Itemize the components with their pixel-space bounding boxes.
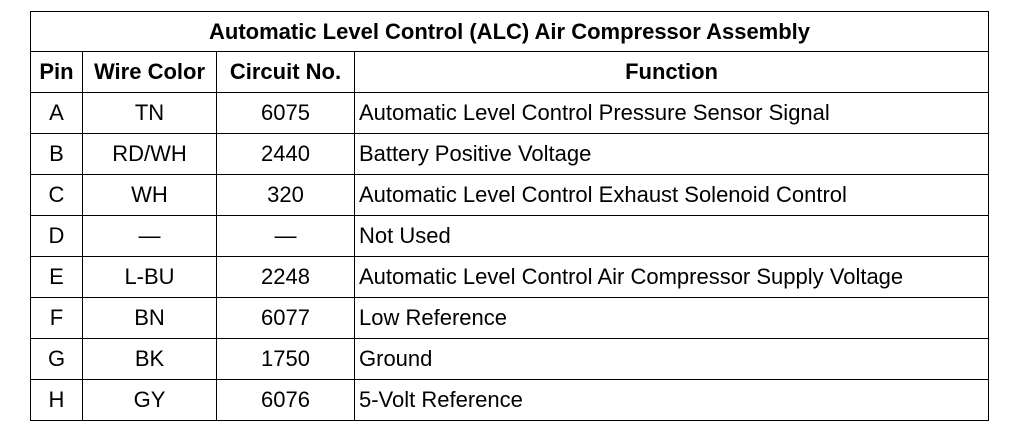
header-function: Function <box>355 52 989 93</box>
table-header-row <box>31 52 989 93</box>
table-title-row <box>31 12 989 52</box>
table-row <box>31 380 989 421</box>
cell-circuit-no: 6075 <box>217 93 355 134</box>
cell-function: Automatic Level Control Air Compressor Supply Voltage <box>355 257 989 298</box>
cell-wire-color: — <box>83 216 217 257</box>
cell-function: Battery Positive Voltage <box>355 134 989 175</box>
cell-circuit-no: 2440 <box>217 134 355 175</box>
connector-table-frame <box>30 11 988 411</box>
cell-pin: H <box>31 380 83 421</box>
cell-circuit-no: 1750 <box>217 339 355 380</box>
cell-pin: A <box>31 93 83 134</box>
connector-pinout-table <box>30 11 989 421</box>
cell-function: Low Reference <box>355 298 989 339</box>
cell-circuit-no: 6076 <box>217 380 355 421</box>
table-title: Automatic Level Control (ALC) Air Compressor Assembly <box>31 12 989 52</box>
header-circuit-no: Circuit No. <box>217 52 355 93</box>
cell-function: Automatic Level Control Pressure Sensor Signal <box>355 93 989 134</box>
cell-wire-color: BK <box>83 339 217 380</box>
cell-pin: D <box>31 216 83 257</box>
table-row <box>31 257 989 298</box>
cell-wire-color: GY <box>83 380 217 421</box>
cell-function: Not Used <box>355 216 989 257</box>
table-row <box>31 339 989 380</box>
cell-pin: G <box>31 339 83 380</box>
cell-circuit-no: 6077 <box>217 298 355 339</box>
cell-pin: E <box>31 257 83 298</box>
cell-wire-color: BN <box>83 298 217 339</box>
cell-circuit-no: — <box>217 216 355 257</box>
cell-wire-color: RD/WH <box>83 134 217 175</box>
cell-pin: B <box>31 134 83 175</box>
cell-circuit-no: 2248 <box>217 257 355 298</box>
cell-wire-color: WH <box>83 175 217 216</box>
cell-wire-color: TN <box>83 93 217 134</box>
cell-pin: F <box>31 298 83 339</box>
table-row <box>31 134 989 175</box>
cell-pin: C <box>31 175 83 216</box>
table-row <box>31 93 989 134</box>
cell-function: 5-Volt Reference <box>355 380 989 421</box>
cell-wire-color: L-BU <box>83 257 217 298</box>
cell-circuit-no: 320 <box>217 175 355 216</box>
cell-function: Ground <box>355 339 989 380</box>
table-row <box>31 298 989 339</box>
cell-function: Automatic Level Control Exhaust Solenoid Control <box>355 175 989 216</box>
header-pin: Pin <box>31 52 83 93</box>
header-wire-color: Wire Color <box>83 52 217 93</box>
table-row <box>31 216 989 257</box>
table-row <box>31 175 989 216</box>
